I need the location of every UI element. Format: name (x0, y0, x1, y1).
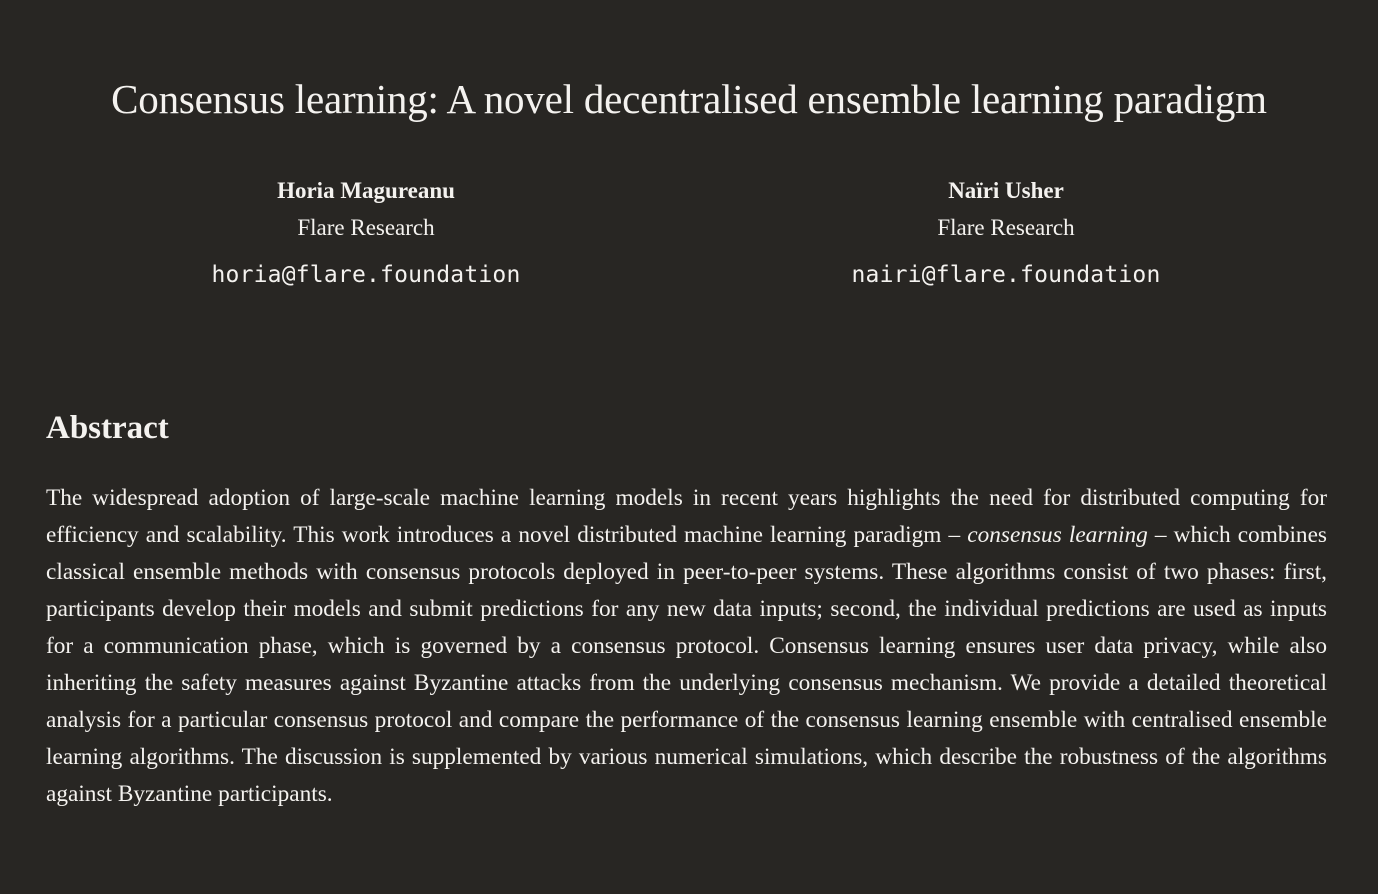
author-affiliation: Flare Research (297, 215, 435, 240)
author-name: Horia Magureanu (277, 178, 455, 203)
abstract-text (46, 480, 1327, 813)
author-block-1 (116, 174, 616, 292)
abstract-text-part-1: The widespread adoption of large-scale machine learning models in recent years highlights the need for distributed computing for efficiency and scalability. This work introduces a novel distributed machine learning paradigm – (46, 485, 1327, 548)
author-email: nairi@flare.foundation (851, 262, 1161, 288)
abstract-heading: Abstract (46, 410, 169, 446)
abstract-emphasis: consensus learning (967, 522, 1148, 548)
paper-title: Consensus learning: A novel decentralised ensemble learning paradigm (111, 76, 1267, 122)
author-affiliation: Flare Research (937, 215, 1075, 240)
author-name: Naïri Usher (948, 178, 1064, 203)
author-email: horia@flare.foundation (211, 262, 521, 288)
author-block-2 (756, 174, 1256, 292)
abstract-text-part-2: – which combines classical ensemble methods with consensus protocols deployed in peer-to-peer systems. These algorithms consist of two phases: first, participants develop their models and submit predictions for any new data inputs; second, the individual predictions are used as inputs for a communication phase, which is governed by a consensus protocol. Consensus learning ensures user data privacy, while also inheriting the safety measures against Byzantine attacks from the underlying consensus mechanism. We provide a detailed theoretical analysis for a particular consensus protocol and compare the performance of the consensus learning ensemble with centralised ensemble learning algorithms. The discussion is supplemented by various numerical simulations, which describe the robustness of the algorithms against Byzantine participants. (46, 522, 1327, 807)
